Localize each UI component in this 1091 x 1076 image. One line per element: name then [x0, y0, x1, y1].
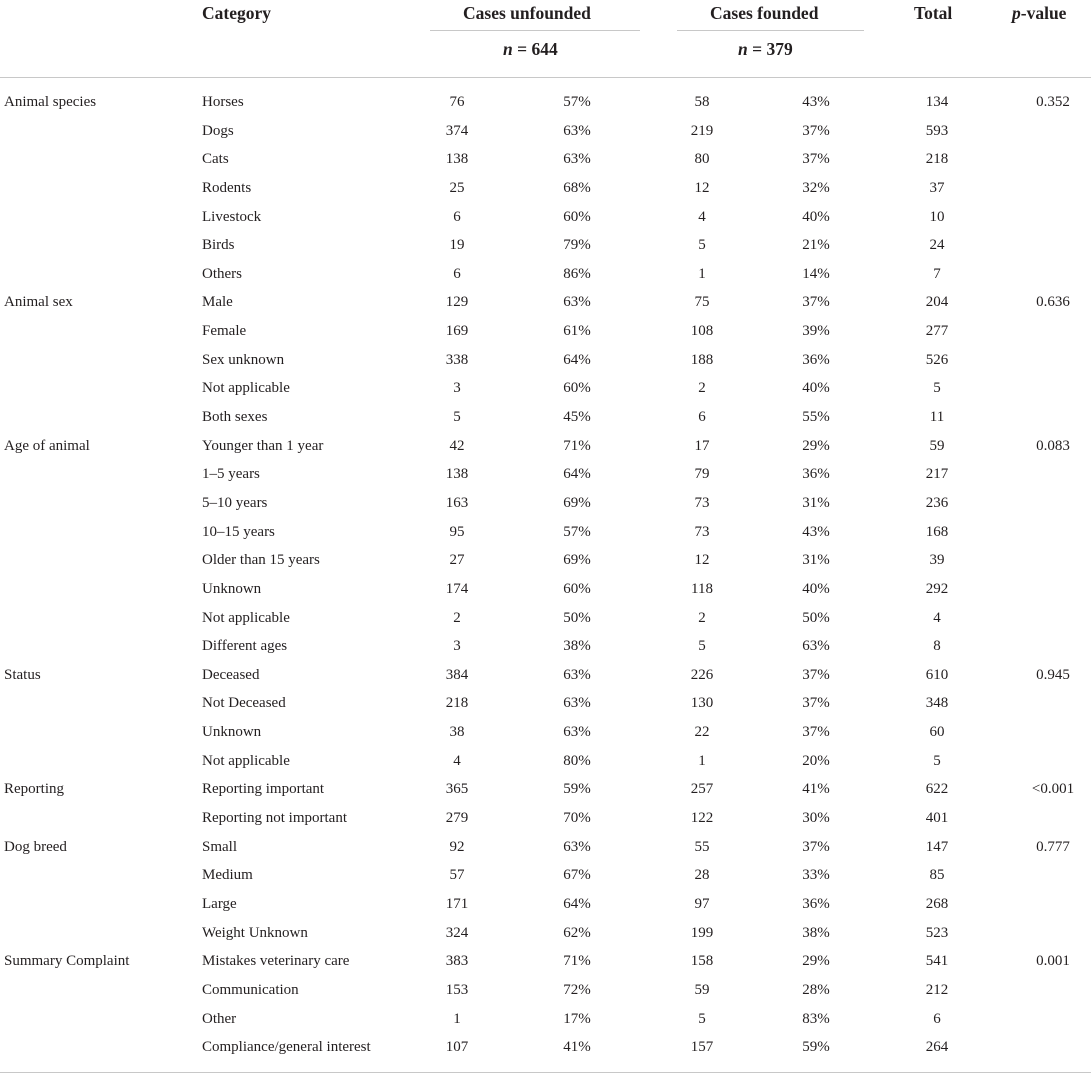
row-total: 268	[925, 895, 949, 912]
founded-count: 118	[691, 580, 713, 597]
unfounded-count: 163	[445, 494, 469, 511]
founded-count: 157	[690, 1039, 714, 1056]
founded-count: 75	[694, 294, 710, 311]
founded-percent: 37%	[802, 151, 830, 168]
row-label: Female	[202, 323, 247, 340]
row-total: 236	[925, 494, 949, 511]
row-label: Compliance/general interest	[202, 1039, 371, 1056]
table-row	[0, 117, 1091, 146]
row-total: 610	[925, 666, 949, 683]
unfounded-percent: 57%	[563, 94, 591, 110]
row-total: 277	[925, 323, 949, 340]
founded-count: 55	[694, 838, 710, 855]
founded-percent: 40%	[802, 380, 830, 397]
unfounded-percent: 69%	[563, 494, 591, 511]
table-row	[0, 145, 1091, 174]
row-label: Older than 15 years	[202, 552, 320, 569]
unfounded-percent: 72%	[563, 981, 591, 998]
founded-percent: 38%	[802, 924, 830, 941]
founded-count: 73	[694, 523, 710, 540]
row-label: Small	[202, 838, 238, 855]
row-total: 217	[925, 466, 949, 483]
table-row	[0, 1005, 1091, 1034]
founded-count: 2	[698, 380, 706, 397]
table-row	[0, 489, 1091, 518]
row-label: 1–5 years	[202, 466, 260, 483]
unfounded-count: 138	[445, 151, 469, 168]
row-total: 11	[929, 409, 945, 426]
row-label: Deceased	[202, 666, 260, 683]
unfounded-count: 3	[453, 638, 461, 655]
founded-percent: 31%	[802, 552, 830, 569]
founded-count: 4	[698, 208, 706, 225]
table-row	[0, 947, 1091, 976]
n-symbol: n	[738, 39, 748, 59]
row-total: 7	[933, 265, 941, 282]
header-underline-unfounded	[430, 30, 640, 31]
founded-count: 80	[694, 151, 710, 168]
unfounded-percent: 63%	[563, 294, 591, 311]
table-row	[0, 575, 1091, 604]
unfounded-count: 19	[449, 237, 465, 254]
table-row	[0, 374, 1091, 403]
founded-count: 158	[690, 953, 714, 970]
row-total: 59	[929, 437, 945, 454]
founded-count: 130	[690, 695, 714, 712]
table-row	[0, 1033, 1091, 1062]
row-total: 622	[925, 781, 949, 798]
row-total: 523	[925, 924, 949, 941]
table-row	[0, 747, 1091, 776]
founded-percent: 43%	[802, 523, 830, 540]
row-label: Cats	[202, 151, 229, 168]
unfounded-count: 218	[445, 695, 469, 712]
row-label: Mistakes veterinary care	[202, 953, 350, 970]
row-label: Different ages	[202, 638, 288, 655]
founded-percent: 63%	[802, 638, 830, 655]
unfounded-count: 57	[449, 867, 465, 884]
unfounded-percent: 60%	[563, 380, 591, 397]
unfounded-percent: 63%	[563, 666, 591, 683]
table-row	[0, 833, 1091, 862]
founded-percent: 28%	[802, 981, 830, 998]
unfounded-count: 4	[453, 752, 461, 769]
unfounded-count: 95	[449, 523, 465, 540]
row-label: Communication	[202, 981, 299, 998]
p-symbol: p	[1012, 3, 1021, 23]
unfounded-percent: 60%	[563, 208, 591, 225]
founded-percent: 50%	[802, 609, 830, 626]
unfounded-percent: 79%	[563, 237, 591, 254]
table-row	[0, 288, 1091, 317]
founded-percent: 36%	[802, 351, 830, 368]
row-label: Male	[202, 294, 233, 311]
row-label: Weight Unknown	[202, 924, 308, 941]
row-total: 147	[925, 838, 949, 855]
unfounded-percent: 64%	[563, 895, 591, 912]
unfounded-percent: 38%	[563, 638, 591, 655]
unfounded-percent: 63%	[563, 724, 591, 741]
table-row	[0, 432, 1091, 461]
founded-percent: 37%	[802, 294, 830, 311]
founded-percent: 37%	[802, 666, 830, 683]
unfounded-count: 374	[445, 122, 469, 139]
unfounded-count: 383	[445, 953, 469, 970]
row-label: Not applicable	[202, 752, 290, 769]
founded-percent: 83%	[802, 1010, 830, 1027]
unfounded-percent: 68%	[563, 179, 591, 196]
founded-percent: 31%	[802, 494, 830, 511]
unfounded-percent: 59%	[563, 781, 591, 798]
row-total: 348	[925, 695, 949, 712]
founded-count: 6	[698, 409, 706, 426]
unfounded-percent: 45%	[563, 409, 591, 426]
table-row	[0, 890, 1091, 919]
row-total: 24	[929, 237, 945, 254]
row-label: Not Deceased	[202, 695, 286, 712]
founded-percent: 32%	[802, 179, 830, 196]
row-total: 218	[925, 151, 949, 168]
unfounded-count: 27	[449, 552, 465, 569]
row-total: 212	[925, 981, 949, 998]
header-rule	[0, 77, 1091, 78]
row-p-value: 0.352	[1036, 94, 1070, 110]
founded-percent: 29%	[802, 437, 830, 454]
founded-percent: 21%	[802, 237, 830, 254]
row-label: Livestock	[202, 208, 262, 225]
unfounded-count: 174	[445, 580, 469, 597]
row-total: 5	[933, 380, 941, 397]
unfounded-percent: 62%	[563, 924, 591, 941]
founded-count: 5	[698, 237, 706, 254]
founded-count: 122	[690, 810, 714, 827]
table-row	[0, 775, 1091, 804]
n-symbol: n	[503, 39, 513, 59]
unfounded-count: 42	[449, 437, 465, 454]
row-label: Large	[202, 895, 237, 912]
row-label: Horses	[202, 94, 244, 110]
row-total: 60	[929, 724, 945, 741]
header-total: Total	[914, 3, 953, 23]
table-row	[0, 174, 1091, 203]
row-label: Both sexes	[202, 409, 268, 426]
row-p-value: 0.777	[1036, 838, 1070, 855]
unfounded-count: 76	[449, 94, 465, 110]
table-row	[0, 804, 1091, 833]
row-label: Reporting important	[202, 781, 325, 798]
row-group: Reporting	[4, 781, 64, 798]
table-row	[0, 861, 1091, 890]
unfounded-count: 92	[449, 838, 465, 855]
unfounded-count: 153	[445, 981, 469, 998]
table-row	[0, 231, 1091, 260]
unfounded-percent: 64%	[563, 466, 591, 483]
row-total: 4	[933, 609, 941, 626]
founded-percent: 41%	[802, 781, 830, 798]
row-total: 292	[925, 580, 949, 597]
unfounded-count: 129	[445, 294, 469, 311]
header-underline-founded	[677, 30, 864, 31]
unfounded-percent: 69%	[563, 552, 591, 569]
row-group: Animal sex	[4, 294, 73, 311]
table-row	[0, 919, 1091, 948]
unfounded-count: 365	[445, 781, 469, 798]
row-total: 168	[925, 523, 949, 540]
row-label: Younger than 1 year	[202, 437, 324, 454]
row-total: 10	[929, 208, 945, 225]
header-unfounded-n	[503, 37, 558, 61]
n-equals: =	[512, 39, 532, 59]
founded-percent: 37%	[802, 122, 830, 139]
row-label: Unknown	[202, 580, 262, 597]
unfounded-count: 384	[445, 666, 469, 683]
row-p-value: 0.001	[1036, 953, 1070, 970]
founded-count: 97	[694, 895, 710, 912]
founded-percent: 33%	[802, 867, 830, 884]
founded-count: 188	[690, 351, 714, 368]
row-label: Sex unknown	[202, 351, 285, 368]
row-total: 541	[925, 953, 949, 970]
unfounded-count: 5	[453, 409, 461, 426]
row-label: 5–10 years	[202, 494, 268, 511]
unfounded-count: 38	[449, 724, 465, 741]
header-p-value	[1012, 1, 1066, 25]
unfounded-count: 338	[445, 351, 469, 368]
p-value-suffix: -value	[1020, 3, 1067, 23]
unfounded-percent: 61%	[563, 323, 591, 340]
row-group: Animal species	[4, 94, 97, 110]
unfounded-count: 324	[445, 924, 469, 941]
founded-percent: 30%	[802, 810, 830, 827]
row-label: Rodents	[202, 179, 252, 196]
unfounded-percent: 71%	[563, 437, 591, 454]
header-category: Category	[202, 3, 272, 23]
founded-count: 58	[694, 94, 710, 110]
unfounded-count: 6	[453, 208, 461, 225]
founded-percent: 40%	[802, 580, 830, 597]
row-total: 8	[933, 638, 941, 655]
table-row	[0, 689, 1091, 718]
unfounded-percent: 50%	[563, 609, 591, 626]
row-group: Status	[4, 666, 41, 683]
founded-count: 28	[694, 867, 710, 884]
founded-percent: 59%	[802, 1039, 830, 1056]
founded-percent: 29%	[802, 953, 830, 970]
founded-percent: 20%	[802, 752, 830, 769]
row-total: 401	[925, 810, 949, 827]
row-total: 526	[925, 351, 949, 368]
founded-count: 12	[694, 179, 710, 196]
row-total: 5	[933, 752, 941, 769]
row-label: 10–15 years	[202, 523, 275, 540]
unfounded-count: 1	[453, 1010, 461, 1027]
unfounded-percent: 57%	[563, 523, 591, 540]
row-group: Dog breed	[4, 838, 67, 855]
founded-percent: 55%	[802, 409, 830, 426]
founded-count: 79	[694, 466, 710, 483]
unfounded-count: 169	[445, 323, 469, 340]
row-p-value: 0.083	[1036, 437, 1070, 454]
founded-percent: 37%	[802, 724, 830, 741]
bottom-rule	[0, 1072, 1091, 1073]
unfounded-percent: 17%	[563, 1010, 591, 1027]
founded-count: 59	[694, 981, 710, 998]
table-row	[0, 460, 1091, 489]
table-row	[0, 203, 1091, 232]
table-row	[0, 604, 1091, 633]
header-cases-founded: Cases founded	[710, 3, 819, 23]
founded-count: 1	[698, 752, 706, 769]
founded-count: 108	[690, 323, 714, 340]
header-founded-n	[738, 37, 793, 61]
table-row	[0, 260, 1091, 289]
founded-percent: 14%	[802, 265, 830, 282]
unfounded-percent: 63%	[563, 838, 591, 855]
table-row	[0, 632, 1091, 661]
row-p-value: 0.945	[1036, 666, 1070, 683]
row-label: Unknown	[202, 724, 262, 741]
row-total: 6	[933, 1010, 941, 1027]
unfounded-percent: 63%	[563, 122, 591, 139]
founded-percent: 37%	[802, 695, 830, 712]
founded-count: 73	[694, 494, 710, 511]
founded-count: 199	[690, 924, 714, 941]
unfounded-percent: 71%	[563, 953, 591, 970]
n-value: 644	[531, 39, 558, 59]
unfounded-count: 6	[453, 265, 461, 282]
founded-count: 5	[698, 1010, 706, 1027]
table-row	[0, 317, 1091, 346]
unfounded-count: 25	[449, 179, 465, 196]
unfounded-percent: 41%	[563, 1039, 591, 1056]
founded-percent: 39%	[802, 323, 830, 340]
row-total: 264	[925, 1039, 949, 1056]
row-group: Age of animal	[4, 437, 90, 454]
founded-count: 5	[698, 638, 706, 655]
unfounded-percent: 80%	[563, 752, 591, 769]
row-p-value: 0.636	[1036, 294, 1070, 311]
unfounded-percent: 67%	[563, 867, 591, 884]
row-total: 134	[925, 94, 949, 110]
unfounded-percent: 86%	[563, 265, 591, 282]
unfounded-percent: 70%	[563, 810, 591, 827]
unfounded-count: 107	[445, 1039, 469, 1056]
founded-percent: 36%	[802, 895, 830, 912]
table-row	[0, 661, 1091, 690]
founded-count: 22	[694, 724, 710, 741]
table-row	[0, 403, 1091, 432]
table-row	[0, 546, 1091, 575]
table-row	[0, 718, 1091, 747]
founded-percent: 43%	[802, 94, 830, 110]
row-total: 39	[929, 552, 945, 569]
founded-count: 219	[690, 122, 714, 139]
n-value: 379	[766, 39, 793, 59]
founded-percent: 36%	[802, 466, 830, 483]
table-row	[0, 88, 1091, 117]
row-p-value: <0.001	[1031, 781, 1075, 798]
unfounded-count: 2	[453, 609, 461, 626]
unfounded-percent: 64%	[563, 351, 591, 368]
row-label: Others	[202, 265, 242, 282]
row-label: Birds	[202, 237, 235, 254]
row-label: Other	[202, 1010, 237, 1027]
row-label: Reporting not important	[202, 810, 347, 827]
row-total: 37	[929, 179, 945, 196]
table-row	[0, 346, 1091, 375]
row-label: Not applicable	[202, 380, 290, 397]
unfounded-count: 3	[453, 380, 461, 397]
unfounded-count: 138	[445, 466, 469, 483]
table-body	[0, 88, 1091, 1062]
row-total: 593	[925, 122, 949, 139]
row-group: Summary Complaint	[4, 953, 130, 970]
founded-percent: 40%	[802, 208, 830, 225]
unfounded-count: 279	[445, 810, 469, 827]
unfounded-percent: 60%	[563, 580, 591, 597]
table-row	[0, 976, 1091, 1005]
unfounded-percent: 63%	[563, 695, 591, 712]
unfounded-percent: 63%	[563, 151, 591, 168]
founded-count: 2	[698, 609, 706, 626]
founded-count: 1	[698, 265, 706, 282]
row-total: 85	[929, 867, 945, 884]
row-label: Medium	[202, 867, 253, 884]
unfounded-count: 171	[445, 895, 469, 912]
founded-percent: 37%	[802, 838, 830, 855]
founded-count: 226	[690, 666, 714, 683]
table-row	[0, 518, 1091, 547]
row-label: Not applicable	[202, 609, 290, 626]
row-label: Dogs	[202, 122, 234, 139]
founded-count: 17	[694, 437, 710, 454]
founded-count: 257	[690, 781, 714, 798]
founded-count: 12	[694, 552, 710, 569]
row-total: 204	[925, 294, 949, 311]
n-equals: =	[747, 39, 767, 59]
header-cases-unfounded: Cases unfounded	[463, 3, 591, 23]
